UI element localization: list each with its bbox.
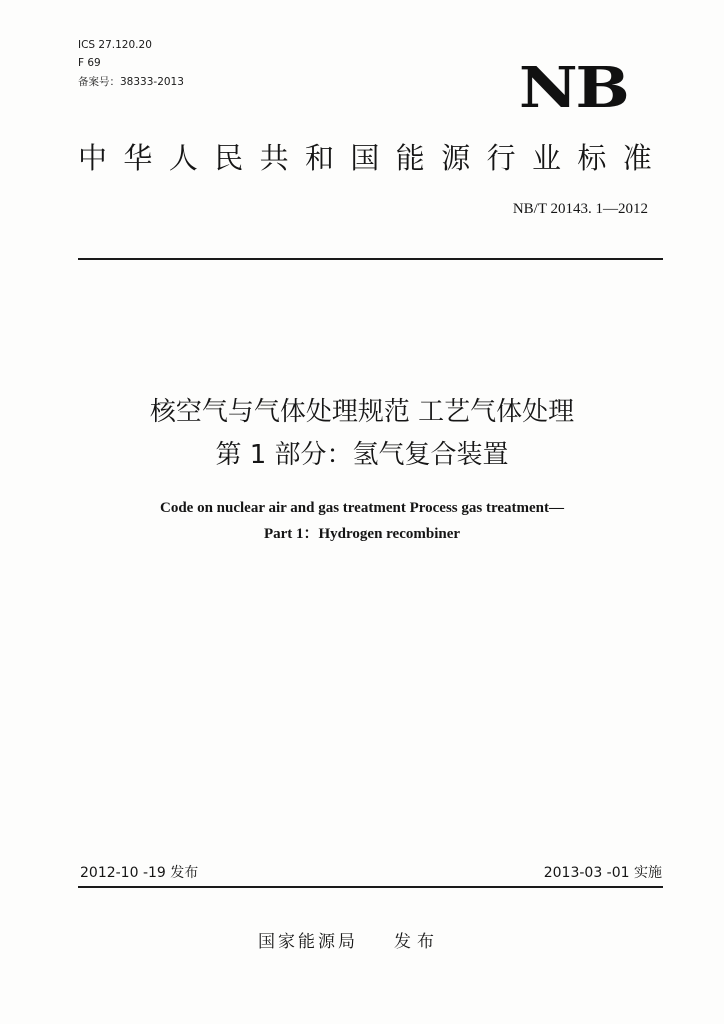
issue-date: 2012-10 -19 发布: [80, 865, 199, 881]
top-divider: [78, 258, 663, 260]
implementation-date: 2013-03 -01 实施: [543, 865, 662, 881]
ics-code: ICS 27.120.20: [78, 39, 152, 51]
publish-label: 发布: [394, 932, 440, 952]
publisher-name: 国家能源局: [258, 932, 358, 952]
document-title-en-line1: Code on nuclear air and gas treatment Process gas treatment—: [160, 500, 564, 516]
standard-category-title: 中华人民共和国能源行业标准: [78, 141, 669, 175]
document-title-cn-line2: 第 1 部分：氢气复合装置: [215, 440, 509, 470]
document-title-cn-line1: 核空气与气体处理规范 工艺气体处理: [149, 397, 575, 427]
publisher-line: [258, 930, 440, 954]
ccs-code: F 69: [78, 57, 101, 69]
bottom-divider: [78, 886, 663, 888]
document-title-en-line2: Part 1：Hydrogen recombiner: [263, 526, 461, 542]
nb-logo: NB: [519, 55, 628, 121]
standard-number: NB/T 20143. 1—2012: [512, 201, 648, 217]
filing-number: 备案号：38333-2013: [78, 76, 184, 88]
